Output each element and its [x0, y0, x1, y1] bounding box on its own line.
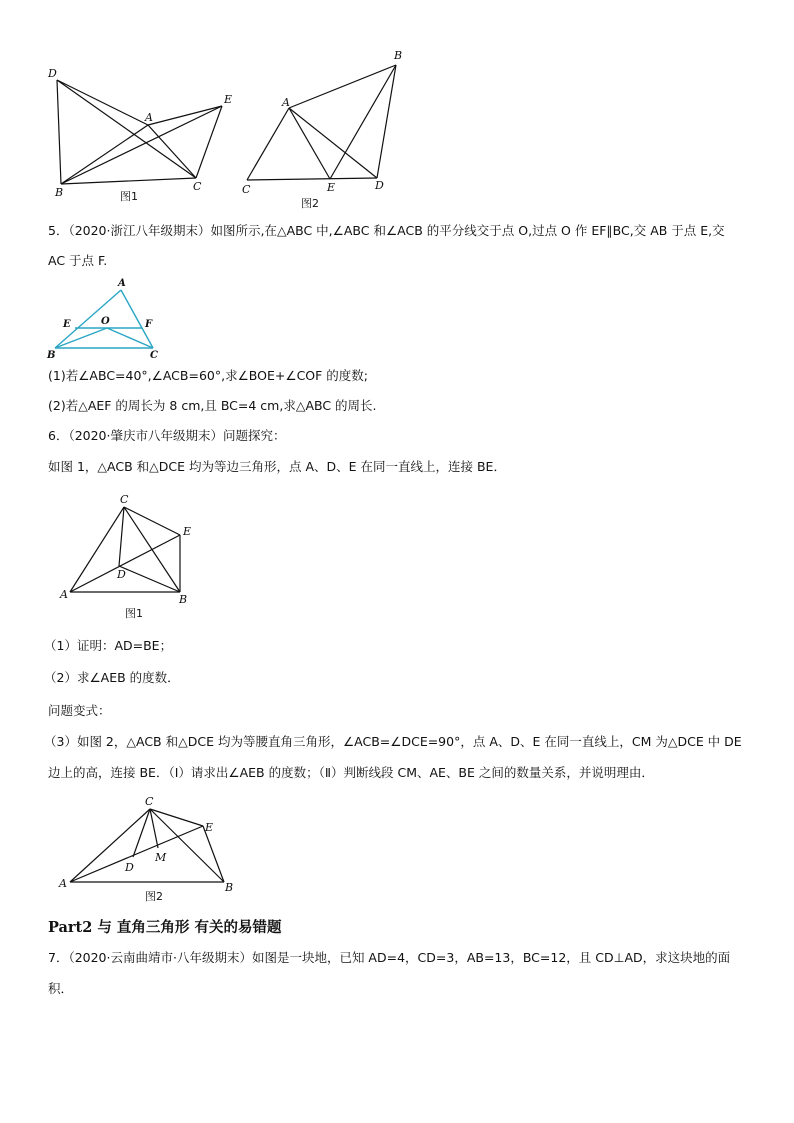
p6f2-label-B: B [225, 881, 234, 894]
problem6-q1: （1）证明：AD=BE； [44, 638, 173, 653]
fig2-caption: 图2 [301, 197, 319, 210]
p6f2-caption: 图2 [145, 890, 163, 903]
p5-label-E: E [63, 319, 71, 330]
p5-label-B: B [47, 350, 56, 361]
fig2-label-A: A [282, 96, 290, 109]
problem5-q2: (2)若△AEF 的周长为 8 cm,且 BC=4 cm,求△ABC 的周长. [48, 398, 377, 413]
p6f2-label-D: D [125, 861, 134, 874]
problem7-line2: 积． [48, 981, 74, 996]
fig2-label-E: E [327, 181, 336, 194]
p6f2-label-M: M [155, 851, 167, 864]
fig2-label-B: B [394, 49, 403, 62]
p6f1-label-D: D [117, 568, 126, 581]
p6f1-label-C: C [120, 493, 129, 506]
problem6-line1: 6．（2020·肇庆市八年级期末）问题探究： [48, 428, 286, 443]
problem5-q1: (1)若∠ABC=40°,∠ACB=60°,求∠BOE+∠COF 的度数; [48, 368, 369, 383]
problem7-line1: 7．（2020·云南曲靖市·八年级期末）如图是一块地，已知 AD=4，CD=3，AB=13，BC=12，且 CD⊥AD，求这块地的面 [48, 950, 731, 965]
fig1-label-D: D [48, 67, 57, 80]
p6f2-label-C: C [145, 795, 154, 808]
problem5-line1: 5．（2020·浙江八年级期末）如图所示,在△ABC 中,∠ABC 和∠ACB 的平分线交于点 O,过点 O 作 EF∥BC,交 AB 于点 E,交 [48, 223, 725, 238]
problem6-line2: 如图 1，△ACB 和△DCE 均为等边三角形，点 A、D、E 在同一直线上，连接 BE． [48, 459, 506, 474]
p5-label-F: F [145, 319, 153, 330]
p5-label-O: O [101, 316, 110, 327]
fig2-label-D: D [375, 179, 384, 192]
fig1-label-C: C [193, 180, 202, 193]
p6f1-caption: 图1 [125, 607, 143, 620]
p5-label-A: A [118, 278, 126, 289]
part2-heading: Part2 与 直角三角形 有关的易错题 [48, 919, 282, 936]
problem5-line2: AC 于点 F. [48, 253, 108, 268]
problem6-q3-line2: 边上的高，连接 BE．（Ⅰ）请求出∠AEB 的度数；（Ⅱ）判断线段 CM、AE、BE 之间的数量关系，并说明理由． [48, 765, 654, 780]
fig1-caption: 图1 [120, 190, 138, 203]
fig1-label-A: A [145, 111, 153, 124]
p6f1-label-A: A [60, 588, 68, 601]
p6f1-label-B: B [179, 593, 188, 606]
fig1-label-E: E [224, 93, 233, 106]
problem6-q3-line1: （3）如图 2，△ACB 和△DCE 均为等腰直角三角形，∠ACB=∠DCE=90°，点 A、D、E 在同一直线上，CM 为△DCE 中 DE [44, 734, 742, 749]
fig1-label-B: B [55, 186, 64, 199]
fig2-label-C: C [242, 183, 251, 196]
p6f2-label-A: A [59, 877, 67, 890]
p6f1-label-E: E [183, 525, 192, 538]
problem6-variant-title: 问题变式： [48, 703, 111, 718]
p5-label-C: C [150, 350, 158, 361]
problem6-q2: （2）求∠AEB 的度数． [44, 670, 180, 685]
p6f2-label-E: E [205, 821, 214, 834]
